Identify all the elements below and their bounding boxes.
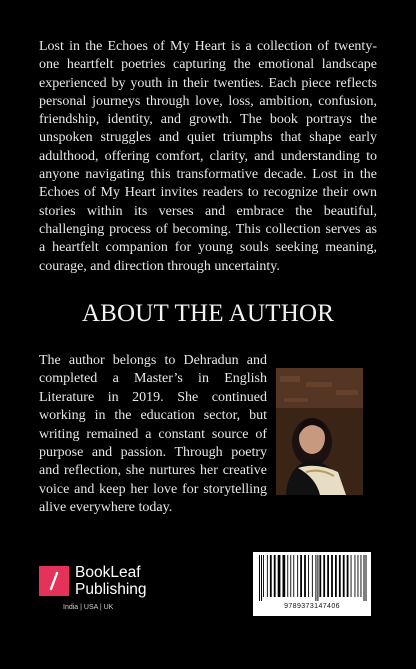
book-leaf-slash-icon	[39, 566, 69, 596]
isbn-number: 9789373147406	[284, 603, 340, 610]
publisher-regions: India | USA | UK	[63, 604, 114, 611]
author-photo	[276, 368, 363, 495]
author-bio: The author belongs to Dehradun and completed a Master’s in English Literature in 2019. She continued working in the education sector, but writing remained a constant source of purpose and passion. Through poetry and reflection, she nurtures her creative voice and keep her love for storytelling alive everywhere today.	[39, 353, 267, 516]
book-blurb: Lost in the Echoes of My Heart is a collection of twenty-one heartfelt poetries capturing the emotional landscape experienced by youth in their twenties. Each piece reflects personal journeys through love, loss, ambition, confusion, friendship, identity, and growth. The book portrays the unspoken struggles and quiet triumphs that shape early adulthood, offering comfort, clarity, and understanding to anyone navigating this transformative decade. Lost in the Echoes of My Heart invites readers to recognize their own stories within its verses and embrace the beautiful, challenging process of becoming. This collection serves as a heartfelt companion for young souls seeking meaning, courage, and direction through uncertainty.	[39, 39, 377, 274]
isbn-barcode	[253, 552, 371, 616]
publisher-logo	[39, 566, 169, 618]
barcode-bars	[257, 555, 367, 601]
publisher-name-line1: BookLeaf	[75, 564, 141, 581]
publisher-name	[75, 564, 147, 598]
about-author-heading: ABOUT THE AUTHOR	[81, 300, 335, 327]
publisher-name-line2: Publishing	[75, 581, 147, 598]
